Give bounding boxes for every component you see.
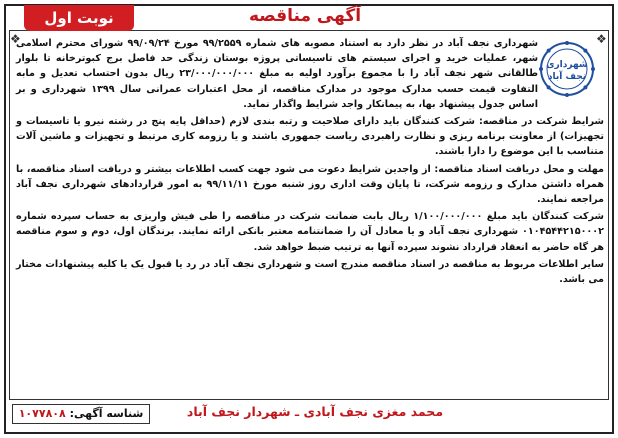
ad-id-box [12, 404, 150, 424]
ad-id-label: شناسه آگهی: [69, 407, 144, 420]
announcement-body [16, 36, 604, 289]
corner-ornament-icon: ❖ [596, 32, 607, 46]
logo-line-1: شهرداری [546, 60, 588, 70]
logo-line-2: نجف آباد [547, 72, 587, 82]
paragraph-guarantee: شرکت کنندگان باید مبلغ ۱/۱۰۰/۰۰۰/۰۰۰ ریال بابت ضمانت شرکت در مناقصه را طی فیش واریزی به حساب سپرده شماره ۰۱۰۴۵۴۴۲۱۵۰۰۰۲ شهرداری نجف آباد و یا معادل آن را ضمانتنامه معتبر بانکی ارائه نمایند. برندگان اول، دوم و سوم مناقصه هر گاه حاضر به انعقاد قرارداد نشوند سپرده آنها به ترتیب ضبط خواهد شد. [16, 211, 604, 253]
paragraph-conditions: شرایط شرکت در مناقصه: شرکت کنندگان باید دارای صلاحیت و رتبه بندی لازم (حداقل پایه پنج در رشته نیرو یا تاسیسات و تجهیزات) از معاونت برنامه ریزی و نظارت راهبردی ریاست جمهوری باشند و یا رزومه کاری مرتبط و تجهیزات و ماشین آلات متناسب با این موضوع را دارا باشند. [16, 116, 604, 158]
paragraph-intro: شهرداری نجف آباد در نظر دارد به استناد مصوبه های شماره ۹۹/۲۵۵۹ مورخ ۹۹/۰۹/۲۴ شورای محترم اسلامی شهر، عملیات خرید و اجرای سیستم های تاسیساتی پروژه بوستان زندگی حد فاصل برج کبوترخانه تا بلوار طالقانی شهر نجف آباد را با مجموع برآورد اولیه به مبلغ ۲۳/۰۰۰/۰۰۰/۰۰۰ ریال بدون احتساب تعدیل و مابه التفاوت قیمت حسب مدارک موجود در مدارک مناقصه، از محل اعتبارات عمرانی سال ۱۳۹۹ شهرداری و بر اساس جدول پیشنهاد بها، به پیمانکار واجد شرایط واگذار نماید. [16, 38, 539, 110]
ad-id-value: ۱۰۷۷۸۰۸ [18, 407, 66, 420]
page-title: آگهی مناقصه [248, 6, 362, 26]
paragraph-other-info: سایر اطلاعات مربوط به مناقصه در اسناد مناقصه مندرج است و شهرداری نجف آباد در رد یا قبول یک یا کلیه پیشنهادات مختار می باشد. [16, 258, 604, 286]
paragraph-deadline: مهلت و محل دریافت اسناد مناقصه: از واجدین شرایط دعوت می شود جهت کسب اطلاعات بیشتر و دریافت اسناد مناقصه، با همراه داشتن مدارک و رزومه شرکت، تا پایان وقت اداری روز شنبه مورخ ۹۹/۱۱/۱۱ به امور قراردادهای شهرداری نجف آباد مراجعه نمایند. [16, 163, 604, 206]
round-badge: نوبت اول [24, 5, 134, 31]
corner-ornament-icon: ❖ [10, 32, 21, 46]
signature: محمد مغزی نجف آبادی ـ شهردار نجف آباد [186, 404, 444, 419]
